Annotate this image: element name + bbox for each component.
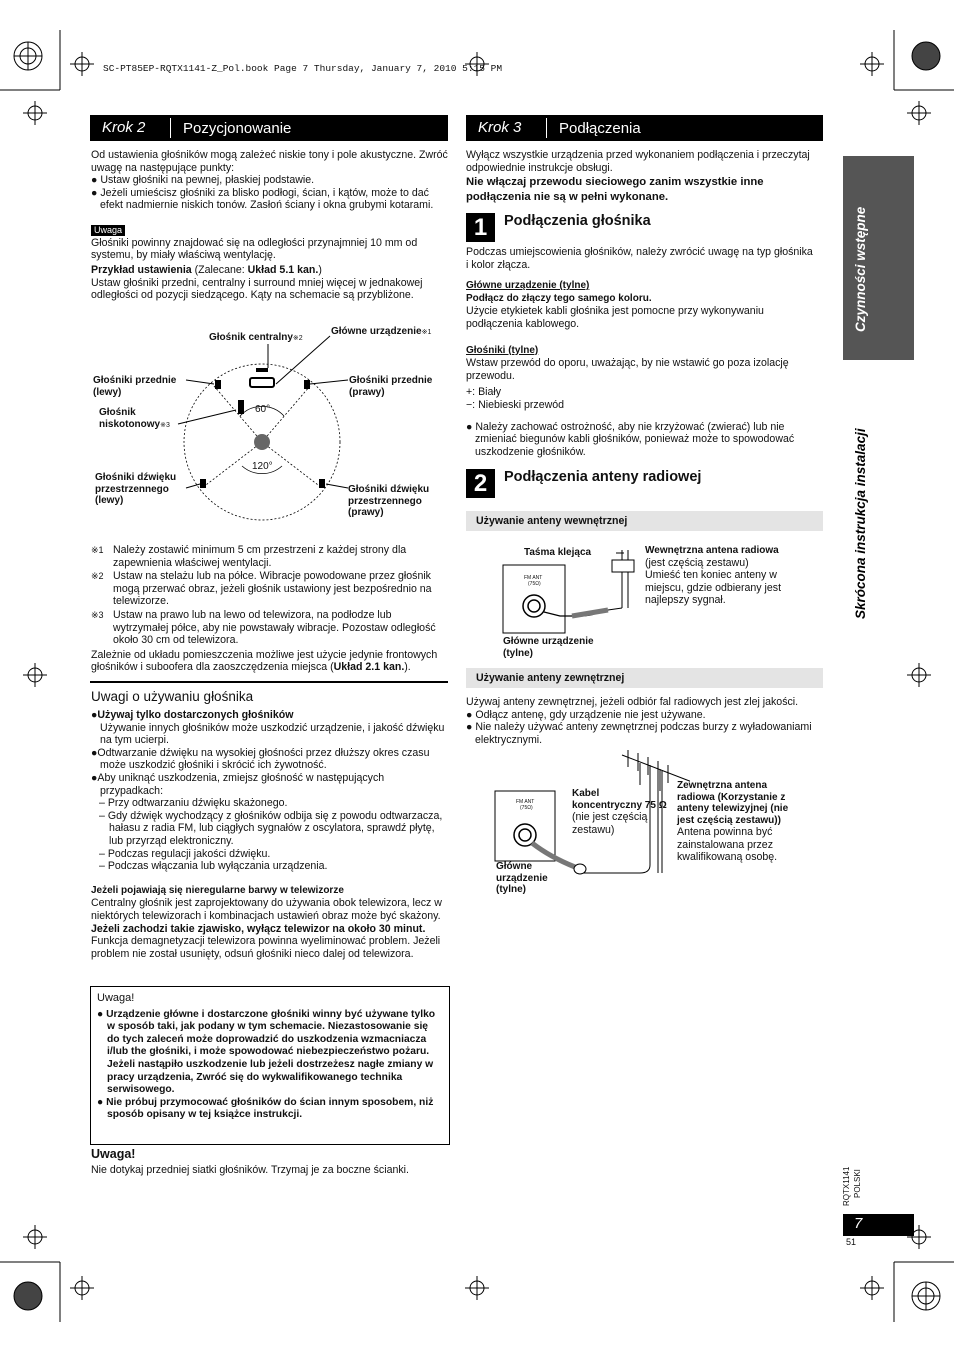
subwoofer-text: Głośnik niskotonowy	[99, 407, 161, 430]
fm-ant-label-2: FM ANT	[516, 799, 535, 805]
caution-bullet: ● Urządzenie główne i dostarczone głośniki winny być używane tylko w sposób taki, jak podany w tym schemacie. Niezastosowanie się do tych zaleceń może doprowadzić do uszkodzenia wzmacniacza i/lub the głośniki, i może spowodować niebezpieczeństwo pożaru. Jeżeli nastąpiło uszkodzenie lub jeżeli dostrzeżesz nagłe zmiany w pracy urządzenia, Zwróć się do wykwalifikowanego technika serwisowego.	[97, 1008, 436, 1096]
footnote-mark: ※3	[91, 609, 104, 620]
step3-header	[466, 115, 823, 141]
footnote	[91, 570, 447, 608]
footnotes	[91, 544, 447, 674]
page-number-2: 51	[846, 1237, 857, 1247]
bullet-text: Aby uniknąć uszkodzenia, zmiejsz głośność w następujących przypadkach:	[97, 771, 385, 797]
fm-ant-label: FM ANT	[524, 575, 543, 581]
uwagi-use-heading: ●Używaj tylko dostarczonych głośników	[91, 709, 294, 721]
footnote-mark: ※1	[91, 545, 104, 555]
caution-bullet: ● Nie próbuj przymocować głośników do ścian innym sposobem, niż sposób opisany w tej książce instrukcji.	[97, 1096, 434, 1121]
page-number: 7	[854, 1215, 863, 1232]
example-mid: (Zalecane:	[191, 264, 248, 276]
footnote-mark: ※2	[91, 571, 104, 582]
footer-code: RQTX1141	[842, 1166, 851, 1206]
main-rear-label-2: Główne urządzenie (tylne)	[496, 861, 548, 895]
example-end: )	[318, 264, 322, 276]
bullet: ● Jeżeli umieścisz głośniki za blisko podłogi, ścian, i kątów, może to dać efekt nadmiernie niskich tonów. Zasłoń ściany i okna grubymi kotarami.	[91, 186, 434, 212]
intro-text: Od ustawienia głośników mogą zależeć niskie tony i pole akustyczne. Zwróć uwagę na następujące punkty:	[91, 149, 448, 174]
main-rear-label: Główne urządzenie (tylne)	[503, 636, 594, 659]
depending-a: Zależnie od układu pomieszczenia możliwe jest użycie jedynie frontowych głośników i suboofera dla zaoszczędzenia miejsca (	[91, 648, 438, 674]
ext-ant-text: Antena powinna być zainstalowana przez kwalifikowaną osobę.	[677, 826, 778, 864]
center-speaker-shape	[256, 368, 268, 372]
label-center	[209, 332, 303, 345]
indoor-antenna-bar: Używanie anteny wewnętrznej	[466, 511, 823, 531]
bullet-text: Jeżeli umieścisz głośniki za blisko podłogi, ścian, i kątów, może to dać efekt nadmiernie niskich tonów. Zasłoń ściany i okna grubymi kotarami.	[100, 186, 434, 212]
main-unit-text: Główne urządzenie	[331, 326, 422, 337]
label-surround-left: Głośniki dźwięku przestrzennego (lewy)	[95, 472, 177, 506]
depending-b: Układ 2.1 kan.	[333, 661, 405, 674]
footnote-text: Ustaw na prawo lub na lewo od telewizora, na podłodze lub wytrzymałej półce, aby nie powstawały wibracje. Pozostaw odległość około 30 cm od telewizora.	[113, 608, 436, 647]
step3-title: Podłączenia	[559, 119, 641, 137]
divider	[90, 681, 448, 683]
step3-krok: Krok 3	[466, 118, 547, 138]
listener-shape	[254, 434, 270, 450]
footnote-text: Ustaw na stelażu lub na półce. Wibracje powodowane przez głośnik mogą przerwać obraz, jeżeli głośnik ustawiony jest bezpośrednio na telewizorze.	[113, 570, 432, 608]
uwaga-note	[91, 224, 451, 262]
indoor-antenna-label	[645, 545, 795, 607]
coax-label	[572, 788, 667, 836]
section2-number: 2	[466, 469, 495, 498]
indoor-ant-note: (jest częścią zestawu)	[645, 556, 749, 569]
caution-text: Nie próbuj przymocować głośników do ścian innym sposobem, niż sposób opisany w tej książce instrukcji.	[106, 1096, 434, 1121]
step2-title: Pozycjonowanie	[183, 119, 292, 137]
outdoor-antenna-bar: Używanie anteny zewnętrznej	[466, 668, 823, 688]
caution-title: Uwaga!	[97, 992, 135, 1004]
uwagi-title: Uwagi o używaniu głośnika	[91, 689, 254, 704]
sub-mark: ※3	[160, 421, 170, 429]
caution2-title: Uwaga!	[91, 1147, 136, 1161]
section1-number: 1	[466, 213, 495, 242]
ohm-label: (75Ω)	[528, 581, 541, 587]
indoor-ant-text: Umieść ten koniec anteny w miejscu, gdzie odbierany jest najlepszy sygnał.	[645, 569, 782, 607]
indoor-ant-bold: Wewnętrzna antena radiowa	[645, 545, 779, 556]
bullet-text: Nie należy używać anteny zewnętrznej podczas burzy z wyładowaniami elektrycznymi.	[475, 721, 812, 746]
outdoor-text: Używaj anteny zewnętrznej, jeżeli odbiór fal radiowych jest zlej jakości.	[466, 696, 799, 708]
footnote	[91, 609, 447, 647]
front-left-speaker	[215, 380, 221, 389]
plus-wire: +: Biały	[466, 386, 502, 399]
off-text: Funkcja demagnetyzacji telewizora powinna wyeliminować problem. Jeżeli problem nie został usunięty, odsuń głośniki nieco dalej od telewizora.	[91, 935, 441, 960]
step3-intro	[466, 149, 818, 205]
dash-item: – Przy odtwarzaniu dźwięku skażonego.	[99, 797, 288, 810]
step2-intro	[91, 149, 451, 212]
dash-item: – Gdy dźwięk wychodzący z głośników odbija się z powodu odtwarzacza, hałasu z radia FM, lub ciągłych sygnałów z oscylatora, sprawdź płytę, lub przyrząd elektroniczny.	[99, 809, 443, 847]
irr-heading: Jeżeli pojawiają się nieregularne barwy w telewizorze	[91, 884, 344, 896]
irr-text: Centralny głośnik jest zaprojektowany do używania obok telewizora, lecz w niektórych telewizorach i kombinacjach ustawień obraz może być skażony.	[91, 897, 442, 922]
label-front-left: Głośniki przednie (lewy)	[93, 375, 177, 398]
surround-left-speaker	[200, 479, 206, 488]
subwoofer-shape	[238, 400, 244, 414]
dash-item: – Podczas regulacji jakości dźwięku.	[99, 847, 271, 860]
depending-text	[91, 649, 447, 674]
caution-content	[97, 992, 441, 1122]
connect-text: Użycie etykietek kabli głośnika jest pomocne przy wykonywaniu podłączenia kablowego.	[466, 305, 764, 330]
surround-right-speaker	[319, 479, 325, 488]
bullet: ●Aby uniknąć uszkodzenia, zmiejsz głośność w następujących przypadkach:	[91, 771, 385, 797]
uwagi-use-text: Używanie innych głośników może uszkodzić urządzenie, i jakość dźwięku na tym ucierpi.	[100, 721, 445, 747]
uwagi-body	[91, 709, 449, 960]
dash-item: – Podczas włączania lub wyłączania urządzenia.	[99, 860, 328, 873]
example	[91, 264, 451, 302]
section1-title: Podłączenia głośnika	[504, 213, 651, 229]
bullet-text: Ustaw głośniki na pewnej, płaskiej podstawie.	[100, 174, 315, 187]
caution2-text: Nie dotykaj przedniej siatki głośników. Trzymaj je za boczne ścianki.	[91, 1164, 409, 1176]
print-header: SC-PT85EP-RQTX1141-Z_Pol.book Page 7 Thursday, January 7, 2010 5:15 PM	[103, 63, 503, 74]
coax-bold: Kabel koncentryczny 75 Ω	[572, 788, 667, 811]
center-text: Głośnik centralny	[209, 332, 293, 343]
label-angle-120: 120°	[252, 461, 273, 472]
bullet: ● Nie należy używać anteny zewnętrznej podczas burzy z wyładowaniami elektrycznymi.	[466, 721, 812, 746]
side-tab-text: Czynności wstępne	[853, 206, 868, 332]
coax-note: (nie jest częścią zestawu)	[572, 811, 648, 836]
outdoor-body	[466, 696, 818, 746]
label-angle-60: 60°	[255, 404, 271, 415]
section1-body	[466, 246, 816, 458]
bullet: ●Odtwarzanie dźwięku na wysokiej głośności przez dłuższy okres czasu może uszkodzić głośniki i skrócić ich żywotność.	[91, 746, 430, 772]
center-mark: ※2	[292, 335, 303, 342]
front-right-speaker	[304, 380, 310, 389]
main-mark: ※1	[421, 329, 432, 336]
ext-antenna-label	[677, 780, 802, 864]
connect-heading: Podłącz do złączy tego samego koloru.	[466, 292, 652, 304]
example-bold: Przykład ustawienia	[91, 264, 192, 276]
main-unit-shape	[250, 378, 274, 387]
example-heading	[91, 264, 451, 277]
bullet-text: Odtwarzanie dźwięku na wysokiej głośności przez dłuższy okres czasu może uszkodzić głośniki i skrócić ich żywotność.	[97, 746, 430, 772]
tape-label: Taśma klejąca	[524, 547, 592, 558]
step3-warning: Nie włączaj przewodu sieciowego zanim wszystkie inne podłączenia nie są w pełni wykonane.	[466, 176, 764, 204]
step3-intro-text: Wyłącz wszystkie urządzenia przed wykonaniem podłączenia i przeczytaj odpowiednie instrukcje obsługi.	[466, 149, 810, 174]
off-heading: Jeżeli zachodzi takie zjawisko, wyłącz telewizor na około 30 minut.	[91, 922, 426, 935]
step2-krok: Krok 2	[90, 118, 171, 138]
ohm-label-2: (75Ω)	[520, 805, 533, 811]
side-vertical-text: Skrócona instrukcja instalacji	[853, 428, 868, 619]
example-bold2: Układ 5.1 kan.	[247, 264, 319, 276]
bullet-text: Należy zachować ostrożność, aby nie krzyżować (zwierać) lub nie zmieniać biegunów kabli głośników, ponieważ może to spowodować uszkodzenie głośników.	[475, 420, 795, 458]
label-subwoofer	[99, 407, 179, 431]
uwagi-use-bold: Używaj tylko dostarczonych głośników	[97, 709, 294, 721]
uwaga-text: Głośniki powinny znajdować się na odległości przynajmniej 10 mm od systemu, by miały właściwą wentylację.	[91, 236, 418, 262]
bullet: ● Odłącz antenę, gdy urządzenie nie jest używane.	[466, 708, 706, 721]
footnote	[91, 544, 447, 569]
example-text: Ustaw głośniki przedni, centralny i surround mniej więcej w jednakowej odległości od pozycji siedzącego. Kąty na schemacie są przybliżone.	[91, 276, 423, 302]
label-surround-right: Głośniki dźwięku przestrzennego (prawy)	[348, 484, 430, 518]
footer-lang: POLSKI	[853, 1169, 862, 1198]
bullet: ● Należy zachować ostrożność, aby nie krzyżować (zwierać) lub nie zmieniać biegunów kabli głośników, ponieważ może to spowodować uszkodzenie głośników.	[466, 420, 795, 458]
ext-ant-bold: Zewnętrzna antena radiowa (Korzystanie z anteny telewizyjnej (nie jest częścią zestawu))	[677, 780, 789, 826]
bullet: ● Ustaw głośniki na pewnej, płaskiej podstawie.	[91, 174, 315, 187]
minus-wire: −: Niebieski przewód	[466, 398, 565, 411]
section2-title: Podłączenia anteny radiowej	[504, 469, 702, 485]
speakers-text: Wstaw przewód do oporu, uważając, by nie wstawić go poza izolację przewodu.	[466, 357, 789, 382]
uwaga-tag: Uwaga	[91, 225, 125, 236]
speakers-rear-heading: Głośniki (tylne)	[466, 344, 539, 356]
sec1-text: Podczas umiejscowienia głośników, należy zwrócić uwagę na typ głośnika i kolor złącza.	[466, 246, 813, 271]
bullet-text: Odłącz antenę, gdy urządzenie nie jest używane.	[475, 708, 706, 721]
label-main-unit	[331, 326, 431, 339]
footnote-text: Należy zostawić minimum 5 cm przestrzeni z każdej strony dla zapewnienia właściwej wentylacji.	[113, 544, 407, 569]
main-rear-heading: Główne urządzenie (tylne)	[466, 280, 590, 292]
depending-c: ).	[404, 661, 411, 674]
step2-header	[90, 115, 448, 141]
caution-text: Urządzenie główne i dostarczone głośniki winny być używane tylko w sposób taki, jak podany w tym schemacie. Niezastosowanie się do tych zaleceń może doprowadzić do uszkodzenia wzmacniacza i/lub the głośniki, i może spowodować niebezpieczeństwo pożaru. Jeżeli nastąpiło uszkodzenie lub jeżeli dostrzeżesz nagłe zmiany w pracy urządzenia, Zwróć się do wykwalifikowanego technika serwisowego.	[106, 1008, 436, 1096]
label-front-right: Głośniki przednie (prawy)	[349, 375, 433, 398]
